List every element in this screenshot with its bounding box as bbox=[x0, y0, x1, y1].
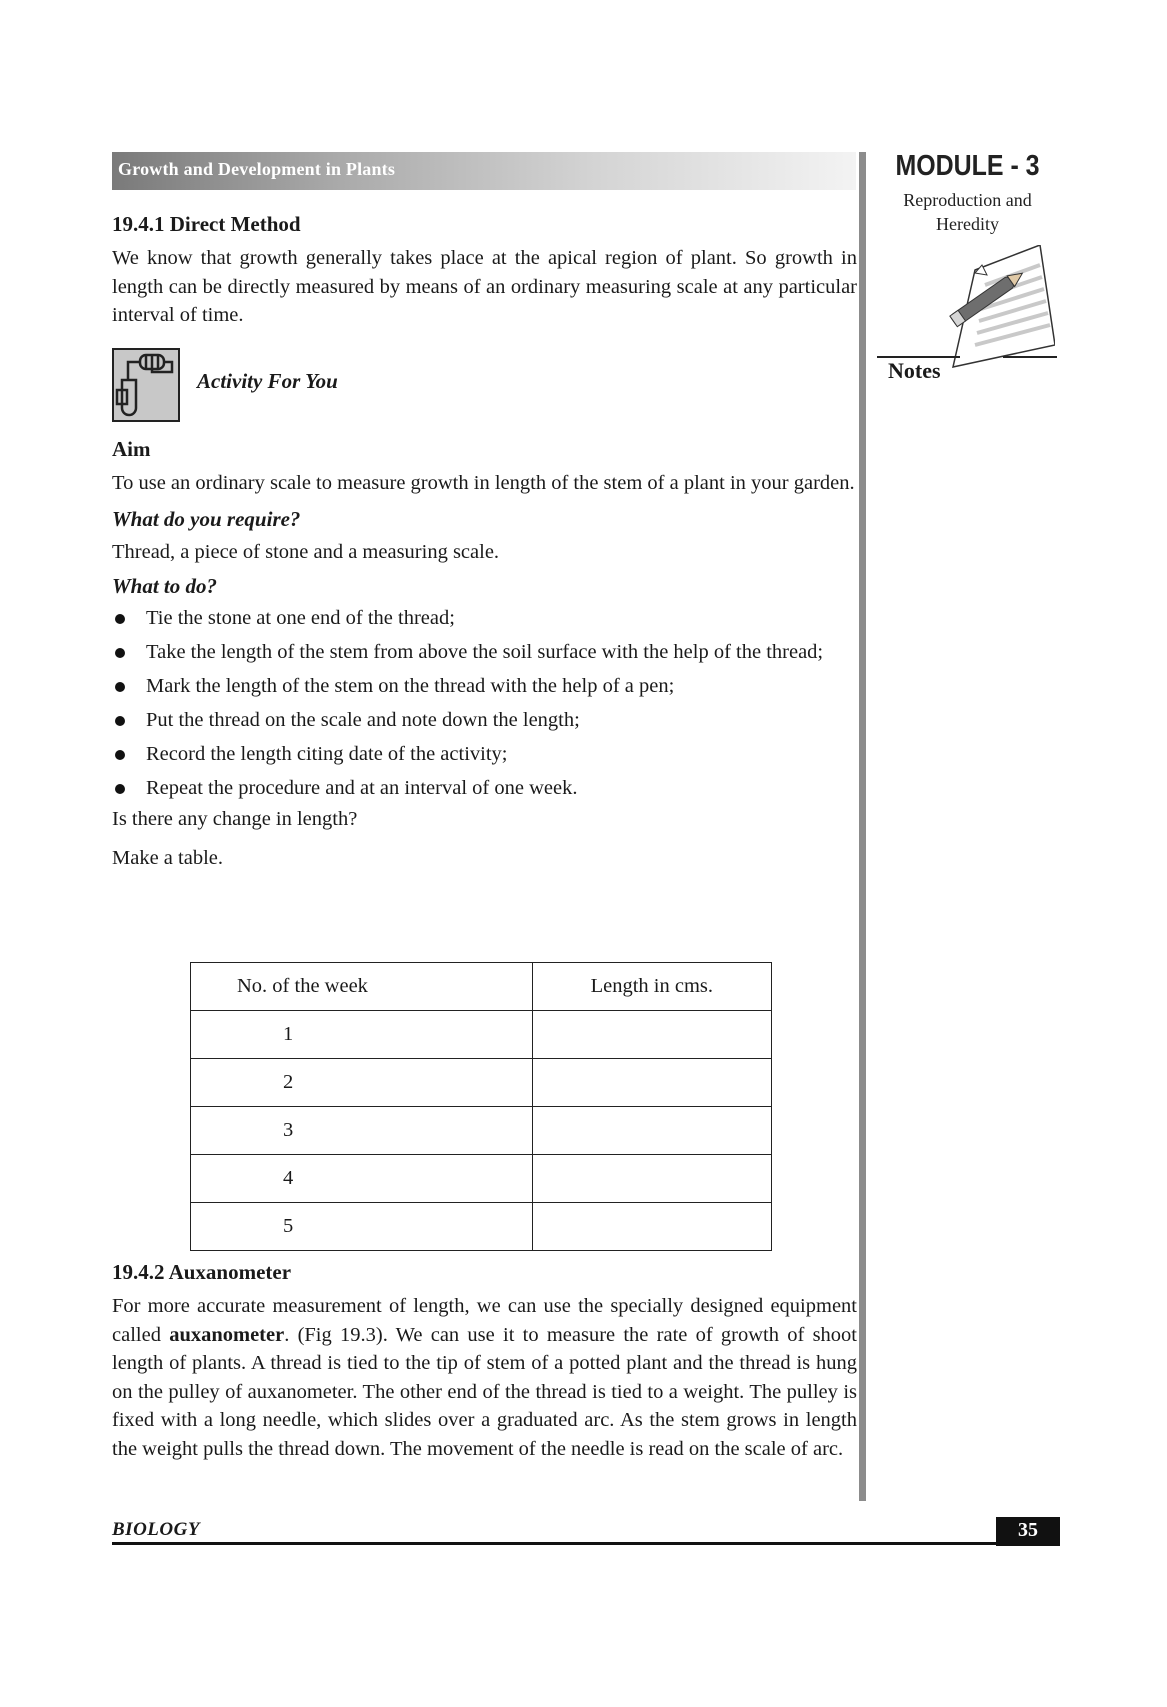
week-cell: 3 bbox=[191, 1107, 533, 1155]
week-cell: 2 bbox=[191, 1059, 533, 1107]
table-row bbox=[191, 1107, 772, 1155]
bullet-icon bbox=[115, 750, 125, 760]
margin-divider bbox=[859, 152, 866, 1501]
week-cell: 5 bbox=[191, 1203, 533, 1251]
require-heading: What do you require? bbox=[112, 506, 301, 531]
table-row bbox=[191, 1155, 772, 1203]
chapter-header-bar bbox=[112, 152, 856, 190]
section-heading: 19.4.1 Direct Method bbox=[112, 212, 301, 236]
length-cell bbox=[532, 1203, 771, 1251]
change-question: Is there any change in length? bbox=[112, 808, 358, 830]
week-cell: 4 bbox=[191, 1155, 533, 1203]
list-item: Take the length of the stem from above the soil surface with the help of the thread; bbox=[112, 638, 857, 667]
notes-rule-right bbox=[1003, 356, 1057, 358]
table-row bbox=[191, 1059, 772, 1107]
column-header-length: Length in cms. bbox=[532, 963, 771, 1011]
notes-label: Notes bbox=[888, 358, 941, 383]
aim-text: To use an ordinary scale to measure growth in length of the stem of a plant in your garden. bbox=[112, 472, 855, 494]
week-length-table bbox=[190, 962, 772, 1251]
activity-label: Activity For You bbox=[197, 369, 338, 393]
footer-subject: BIOLOGY bbox=[112, 1519, 200, 1540]
bold-term: auxanometer bbox=[169, 1323, 285, 1346]
module-subtitle-line1: Reproduction and bbox=[903, 190, 1032, 210]
column-header-week: No. of the week bbox=[191, 963, 533, 1011]
bullet-icon bbox=[115, 716, 125, 726]
require-text: Thread, a piece of stone and a measuring scale. bbox=[112, 540, 500, 563]
chapter-title: Growth and Development in Plants bbox=[118, 159, 396, 179]
length-cell bbox=[532, 1059, 771, 1107]
module-subtitle-line2: Heredity bbox=[936, 214, 999, 234]
section-paragraph: We know that growth generally takes place at the apical region of plant. So growth in length can be directly measured by means of an ordinary measuring scale at any particular interval of time. bbox=[112, 247, 857, 326]
bullet-icon bbox=[115, 614, 125, 624]
section-direct-method bbox=[112, 212, 857, 330]
list-item: Mark the length of the stem on the thread with the help of a pen; bbox=[112, 672, 857, 701]
module-subtitle bbox=[880, 188, 1055, 236]
bullet-icon bbox=[115, 784, 125, 794]
section-paragraph: For more accurate measurement of length, we can use the specially designed equipment called auxanometer. (Fig 19.3). We can use it to measure the rate of growth of shoot length of plants. A thread is tied to the tip of stem of a potted plant and the thread is hung on the pulley of auxanometer. The other end of the thread is tied to a weight. The pulley is fixed with a long needle, which slides over a graduated arc. As the stem grows in length the weight pulls the thread down. The movement of the needle is read on the scale of arc. bbox=[112, 1295, 857, 1460]
length-cell bbox=[532, 1107, 771, 1155]
footer-rule bbox=[112, 1542, 996, 1545]
section-auxanometer bbox=[112, 1260, 857, 1463]
module-label: MODULE - 3 bbox=[895, 150, 1040, 182]
length-cell bbox=[532, 1155, 771, 1203]
list-item: Tie the stone at one end of the thread; bbox=[112, 604, 857, 633]
bullet-icon bbox=[115, 648, 125, 658]
table-row bbox=[191, 1011, 772, 1059]
make-table-text: Make a table. bbox=[112, 846, 223, 869]
activity-body bbox=[112, 437, 857, 872]
aim-heading: Aim bbox=[112, 437, 151, 461]
lab-apparatus-icon bbox=[112, 348, 180, 422]
list-item: Put the thread on the scale and note down the length; bbox=[112, 706, 857, 735]
page-number: 35 bbox=[996, 1517, 1060, 1546]
bullet-icon bbox=[115, 682, 125, 692]
steps-list bbox=[112, 604, 857, 803]
length-cell bbox=[532, 1011, 771, 1059]
table-header-row bbox=[191, 963, 772, 1011]
section-heading: 19.4.2 Auxanometer bbox=[112, 1260, 292, 1284]
week-cell: 1 bbox=[191, 1011, 533, 1059]
list-item: Record the length citing date of the activity; bbox=[112, 740, 857, 769]
table-row bbox=[191, 1203, 772, 1251]
list-item: Repeat the procedure and at an interval of one week. bbox=[112, 774, 857, 803]
todo-heading: What to do? bbox=[112, 574, 218, 598]
